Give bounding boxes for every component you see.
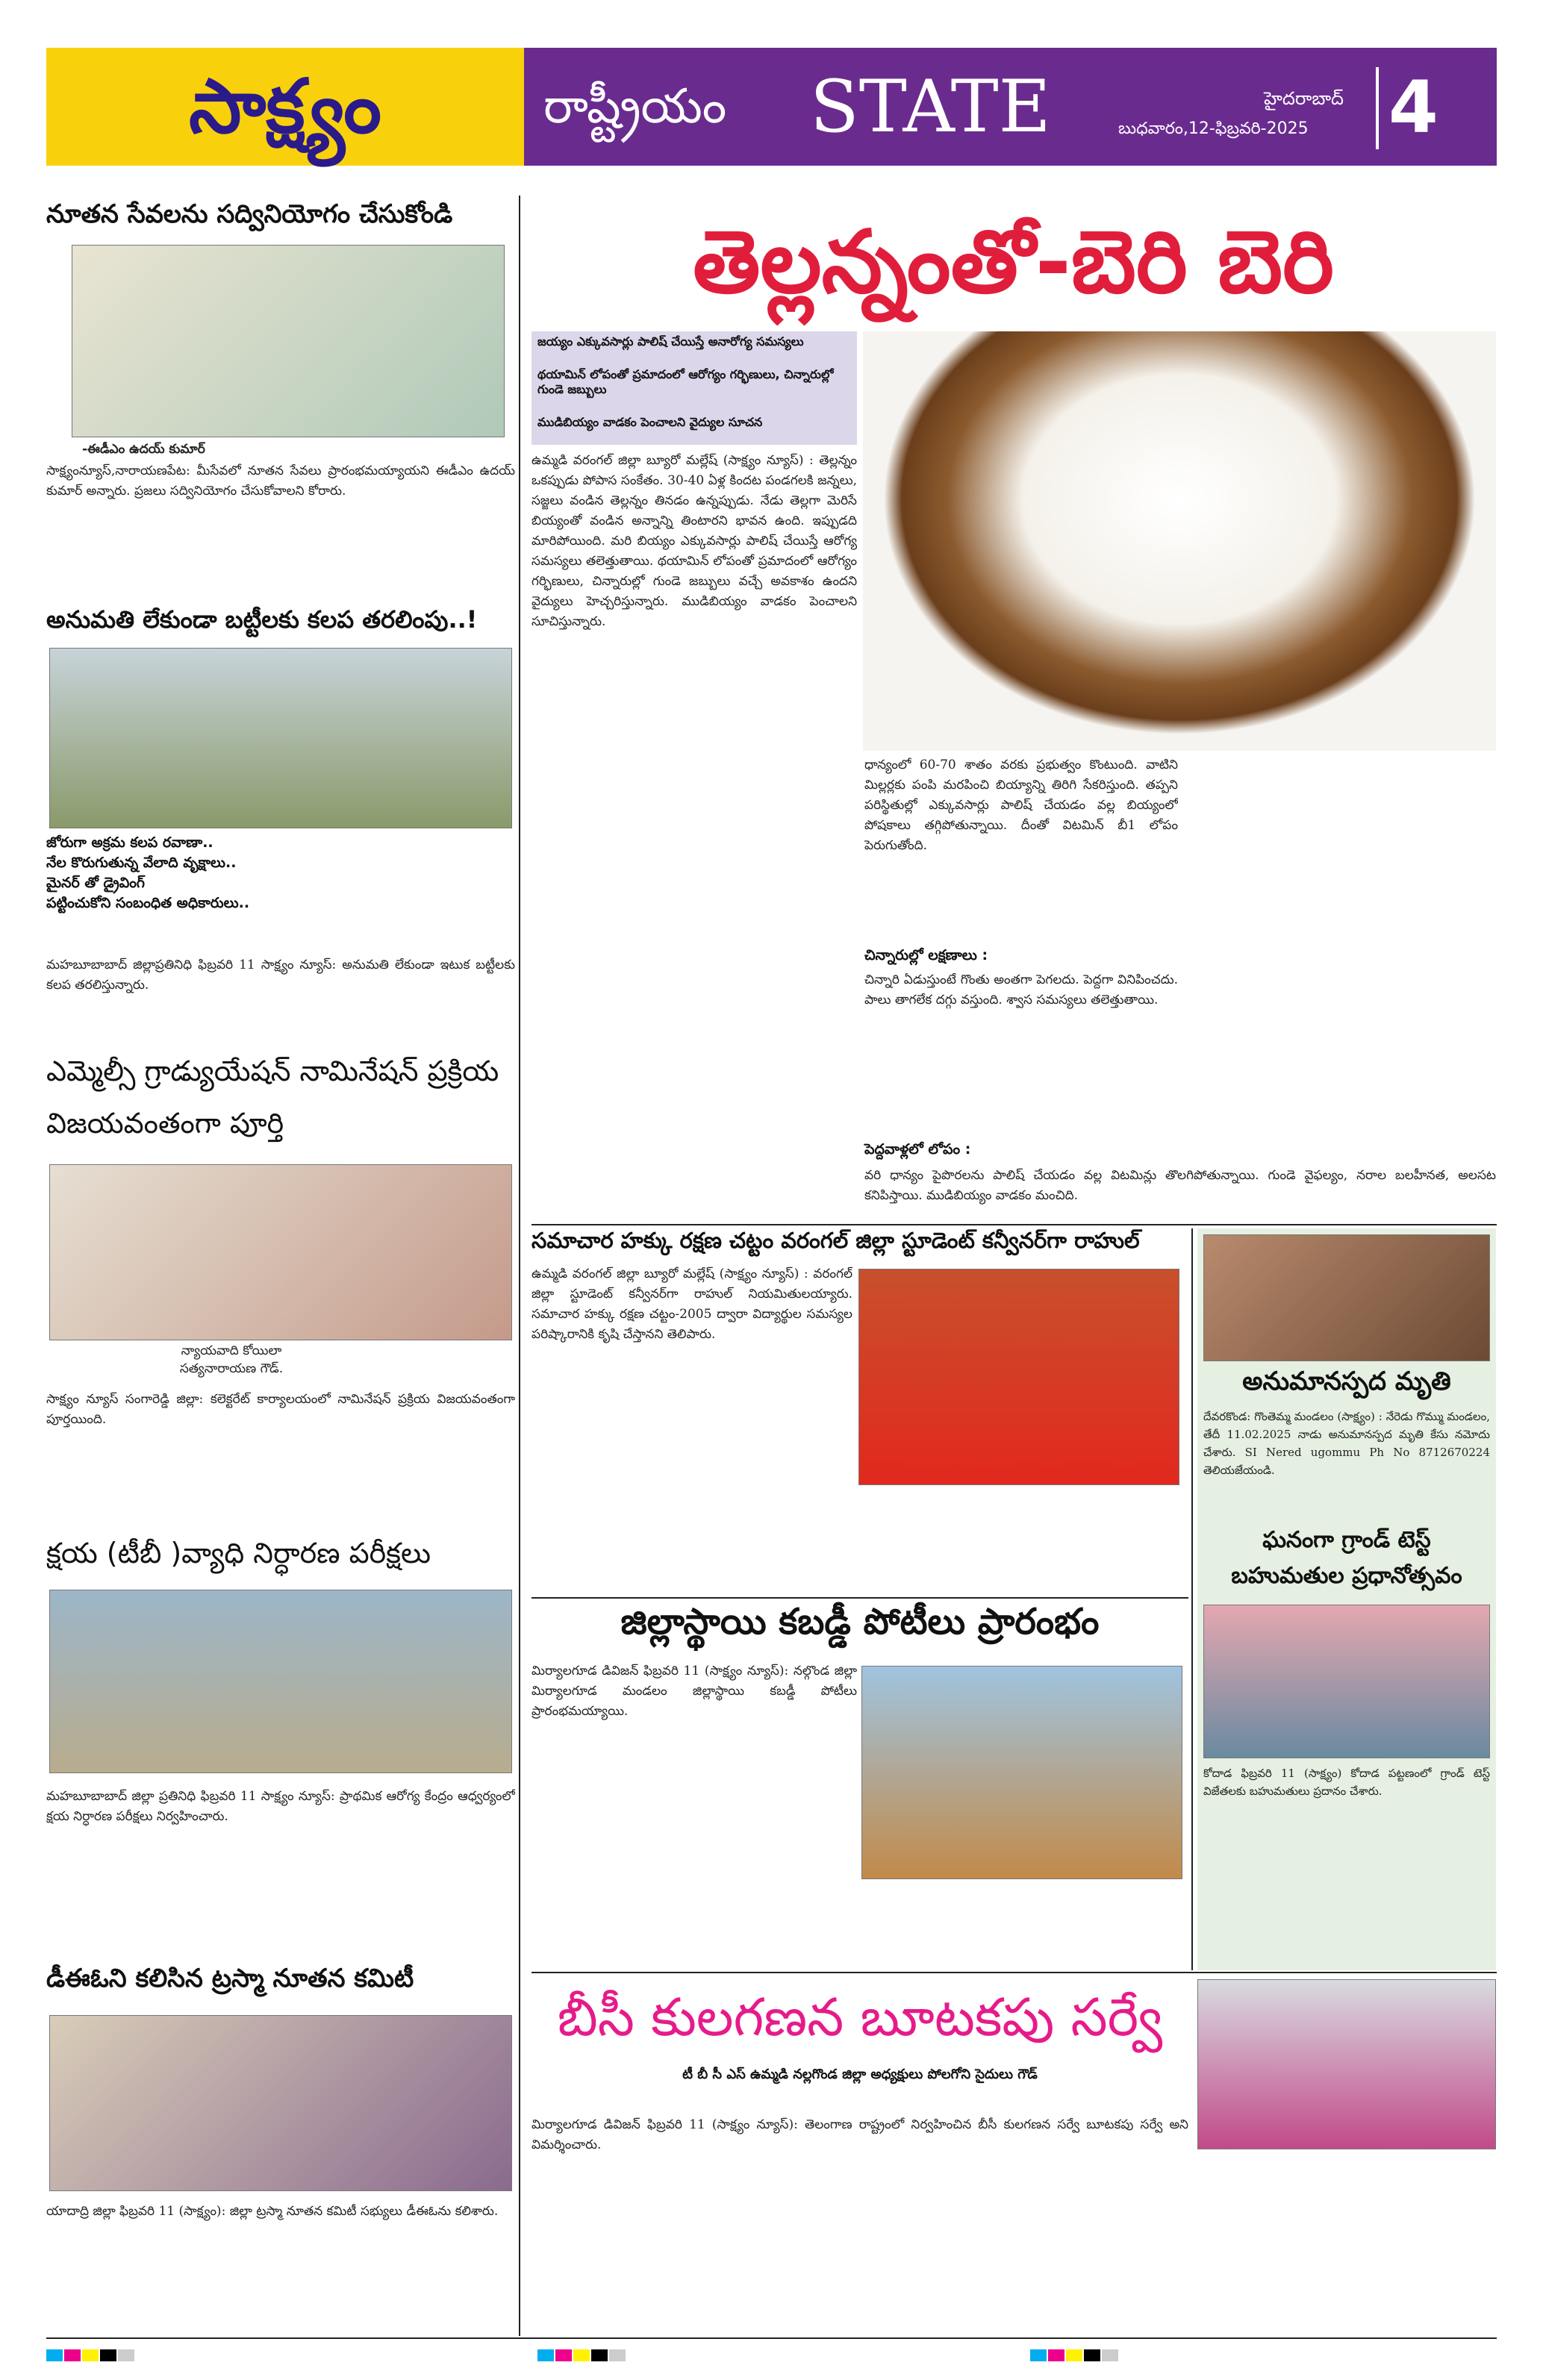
- color-swatch: [64, 2349, 81, 2361]
- color-swatch: [82, 2349, 99, 2361]
- main-headline: తెల్లన్నంతో-బెరి బెరి: [693, 212, 1334, 313]
- main-photo-rice-bowl: [863, 331, 1496, 751]
- test-headline: ఘనంగా గ్రాండ్ టెస్ట్ బహుమతుల ప్రధానోత్సవం: [1231, 1527, 1462, 1589]
- test-photo: [1203, 1605, 1490, 1758]
- story3-caption: న్యాయవాది కోయిలా సత్యనారాయణ గౌడ్.: [179, 1343, 284, 1376]
- rti-rule: [1191, 1228, 1193, 1970]
- story4-body: మహబూబాబాద్ జిల్లా ప్రతినిధి ఫిబ్రవరి 11 సాక్ష్యం న్యూస్: ప్రాథమిక ఆరోగ్య కేంద్రం ఆధ్వర్యంలో క్షయ నిర్ధారణ పరీక్షలు నిర్వహించారు.: [46, 1789, 515, 1824]
- story1-photo: [72, 245, 505, 437]
- death-body: దేవరకొండ: గొంతెమ్మ మండలం (సాక్ష్యం) : నేరెడు గొమ్ము మండలం, తేదీ 11.02.2025 నాడు అనుమానస్పద మృతి కేసు నమోదు చేశారు. SI Nered ugommu Ph No 8712670224 తెలియజేయండి.: [1203, 1410, 1490, 1477]
- column-rule-bottom: [46, 2337, 1497, 2339]
- footer-colorbar-left: [46, 2349, 196, 2364]
- color-swatch: [537, 2349, 554, 2361]
- kabaddi-photo: [861, 1666, 1182, 1879]
- story4-photo: [49, 1590, 512, 1773]
- story3-headline: ఎమ్మెల్సీ గ్రాడ్యుయేషన్ నామినేషన్ ప్రక్రియ విజయవంతంగా పూర్తి: [46, 1055, 499, 1140]
- footer-colorbar-right: [1030, 2349, 1179, 2364]
- bc-subhead: టీ బీ సీ ఎస్ ఉమ్మడి నల్లగొండ జిల్లా అధ్యక్షులు పోలగోని సైదులు గౌడ్: [682, 2067, 1038, 2082]
- color-swatch: [100, 2349, 116, 2361]
- kabaddi-body: మిర్యాలగూడ డివిజన్ ఫిబ్రవరి 11 (సాక్ష్యం న్యూస్): నల్గొండ జిల్లా మిర్యాలగూడ మండలం జిల్లాస్థాయి కబడ్డీ పోటీలు ప్రారంభమయ్యాయి.: [532, 1664, 857, 1719]
- rti-photo: [858, 1269, 1179, 1485]
- story5-photo: [49, 2015, 512, 2191]
- color-swatch: [46, 2349, 63, 2361]
- masthead-date: బుధవారం,12-ఫిబ్రవరి-2025: [1118, 119, 1309, 138]
- footer-colorbar-mid: [537, 2349, 687, 2364]
- story1-body: సాక్ష్యంన్యూస్,నారాయణపేట: మీసేవలో నూతన సేవలు ప్రారంభమయ్యాయని ఈడీఎం ఉదయ్ కుమార్ అన్నారు. ప్రజలు సద్వినియోగం చేసుకోవాలని కోరారు.: [46, 463, 515, 499]
- test-body: కోదాడ ఫిబ్రవరి 11 (సాక్ష్యం) కోదాడ పట్టణంలో గ్రాండ్ టెస్ట్ విజేతలకు బహుమతులు ప్రదానం చేశారు.: [1203, 1767, 1490, 1798]
- masthead-city: హైదరాబాద్: [1264, 88, 1344, 109]
- color-swatch: [573, 2349, 590, 2361]
- story5-body: యాదాద్రి జిల్లా ఫిబ్రవరి 11 (సాక్ష్యం): జిల్లా ట్రస్మా నూతన కమిటీ సభ్యులు డీఈఓను కలిశారు.: [46, 2204, 499, 2219]
- main-body-4: వరి ధాన్యం పైపొరలను పాలిష్ చేయడం వల్ల విటమిన్లు తొలగిపోతున్నాయి. గుండె వైఫల్యం, నరాల బలహీనత, అలసట కనిపిస్తాయి. ముడిబియ్యం వాడకం మంచిది.: [864, 1168, 1496, 1203]
- bc-rule: [532, 1972, 1497, 1973]
- page-number: 4: [1388, 66, 1438, 149]
- main-bullet: ముడిబియ్యం వాడకం పెంచాలని వైద్యుల సూచన: [537, 415, 763, 429]
- color-swatch: [118, 2349, 134, 2361]
- story2-body: మహబూబాబాద్ జిల్లాప్రతినిధి ఫిబ్రవరి 11 సాక్ష్యం న్యూస్: అనుమతి లేకుండా ఇటుక బట్టీలకు కలప తరలిస్తున్నారు.: [46, 958, 515, 993]
- color-swatch: [1030, 2349, 1047, 2361]
- color-swatch: [1084, 2349, 1100, 2361]
- main-body-2: ధాన్యంలో 60-70 శాతం వరకు ప్రభుత్వం కొంటుంది. వాటిని మిల్లర్లకు పంపి మరపించి బియ్యాన్ని తిరిగి సేకరిస్తుంది. తప్పని పరిస్థితుల్లో ఎక్కువసార్లు పాలిష్ చేయడం వల్ల బియ్యంలో పోషకాలు తగ్గిపోతున్నాయి. దీంతో విటమిన్ బీ1 లోపం పెరుగుతోంది.: [864, 758, 1178, 853]
- color-swatch: [1048, 2349, 1064, 2361]
- main-story-rule: [532, 1224, 1497, 1225]
- rti-headline: సమాచార హక్కు రక్షణ చట్టం వరంగల్ జిల్లా స్టూడెంట్ కన్వీనర్‌గా రాహుల్: [532, 1228, 1140, 1253]
- color-swatch: [591, 2349, 608, 2361]
- story4-headline: క్షయ (టీబీ )వ్యాధి నిర్ధారణ పరీక్షలు: [46, 1537, 431, 1570]
- main-subhead-adults: పెద్దవాళ్లలో లోపం :: [864, 1141, 971, 1158]
- rti-body: ఉమ్మడి వరంగల్ జిల్లా బ్యూరో మల్లేష్ (సాక్ష్యం న్యూస్) : వరంగల్ జిల్లా స్టూడెంట్ కన్వీనర్‌గా రాహుల్ నియమితులయ్యారు. సమాచార హక్కు రక్షణ చట్టం-2005 ద్వారా విద్యార్థుల సమస్యల పరిష్కారానికి కృషి చేస్తానని తెలిపారు.: [532, 1266, 852, 1342]
- death-photo: [1203, 1234, 1490, 1361]
- column-rule-left: [519, 196, 520, 2336]
- main-body-3: చిన్నారి ఏడుస్తుంటే గొంతు అంతగా పెగలదు. పెద్దగా వినిపించదు. పాలు తాగలేక దగ్గు వస్తుంది. శ్వాస సమస్యలు తలెత్తుతాయి.: [864, 972, 1178, 1008]
- story1-headline: నూతన సేవలను సద్వినియోగం చేసుకోండి: [46, 199, 453, 229]
- color-swatch: [1066, 2349, 1082, 2361]
- main-body-1: ఉమ్మడి వరంగల్ జిల్లా బ్యూరో మల్లేష్ (సాక్ష్యం న్యూస్) : తెల్లన్నం ఒకప్పుడు పోపాస సంకేతం. 30-40 ఏళ్ల కిందట పండగలకి జన్నలు, సజ్జలు వండిన తెల్లన్నం తినడం ఉన్నప్పుడు. నేడు తెల్లగా మెరిసే బియ్యంతో వండిన అన్నాన్ని తింటారని భావన ఉంది. ఇప్పుడది మారిపోయింది. మరి బియ్యం ఎక్కువసార్లు పాలిష్ చేయిస్తే ఆరోగ్య సమస్యలు తలెత్తుతాయి. థయామిన్ లోపంతో ప్రమాదంలో ఆరోగ్యం గర్భిణులు, చిన్నారుల్లో గుండె జబ్బులు వచ్చే అవకాశం ఉందని వైద్యులు హెచ్చరిస్తున్నారు. ముడిబియ్యం వాడకం పెంచాలని సూచిస్తున్నారు.: [532, 453, 857, 629]
- story2-bullet: నేల కొరుగుతున్న వేలాది వృక్షాలు..: [46, 855, 237, 871]
- masthead-logo: సాక్ష్యం: [189, 63, 381, 150]
- color-swatch: [609, 2349, 626, 2361]
- kabaddi-headline: జిల్లాస్థాయి కబడ్డీ పోటీలు ప్రారంభం: [620, 1601, 1100, 1643]
- bc-body: మిర్యాలగూడ డివిజన్ ఫిబ్రవరి 11 (సాక్ష్యం న్యూస్): తెలంగాణ రాష్ట్రంలో నిర్వహించిన బీసీ కులగణన సర్వే బూటకపు సర్వే అని విమర్శించారు.: [532, 2117, 1188, 2152]
- masthead-section-english: STATE: [810, 65, 1051, 149]
- color-swatch: [1102, 2349, 1118, 2361]
- story3-body: సాక్ష్యం న్యూస్ సంగారెడ్డి జిల్లా: కలెక్టరేట్ కార్యాలయంలో నామినేషన్ ప్రక్రియ విజయవంతంగా పూర్తయింది.: [46, 1392, 515, 1427]
- bc-headline: బీసీ కులగణన బూటకపు సర్వే: [557, 1987, 1163, 2048]
- story2-photo: [49, 648, 512, 828]
- masthead-divider: [1376, 67, 1379, 149]
- color-swatch: [555, 2349, 572, 2361]
- story3-photo: [49, 1164, 512, 1340]
- main-subhead-children: చిన్నారుల్లో లక్షణాలు :: [864, 947, 988, 963]
- story1-caption: -ఈడీఎం ఉదయ్ కుమార్: [82, 442, 205, 457]
- story2-headline: అనుమతి లేకుండా బట్టీలకు కలప తరలింపు..!: [46, 605, 478, 634]
- death-headline: అనుమానస్పద మృతి: [1242, 1367, 1451, 1396]
- masthead-section-telugu: రాష్ట్రీయం: [543, 79, 727, 134]
- story2-bullet: పట్టించుకోని సంబంధిత అధికారులు..: [46, 895, 250, 911]
- main-bullet: థయామిన్ లోపంతో ప్రమాదంలో ఆరోగ్యం గర్భిణులు, చిన్నారుల్లో గుండె జబ్బులు: [537, 367, 834, 396]
- story2-bullet: జోరుగా అక్రమ కలప రవాణా..: [46, 834, 213, 851]
- kabaddi-rule: [532, 1597, 1188, 1599]
- bc-photo: [1197, 1979, 1496, 2149]
- story2-bullet: మైనర్ తో డ్రైవింగ్: [46, 875, 145, 891]
- main-bullet: జయ్యం ఎక్కువసార్లు పాలిష్ చేయిస్తే అనారోగ్య సమస్యలు: [537, 334, 804, 349]
- story5-headline: డీఈఓని కలిసిన ట్రస్మా నూతన కమిటీ: [46, 1964, 414, 1993]
